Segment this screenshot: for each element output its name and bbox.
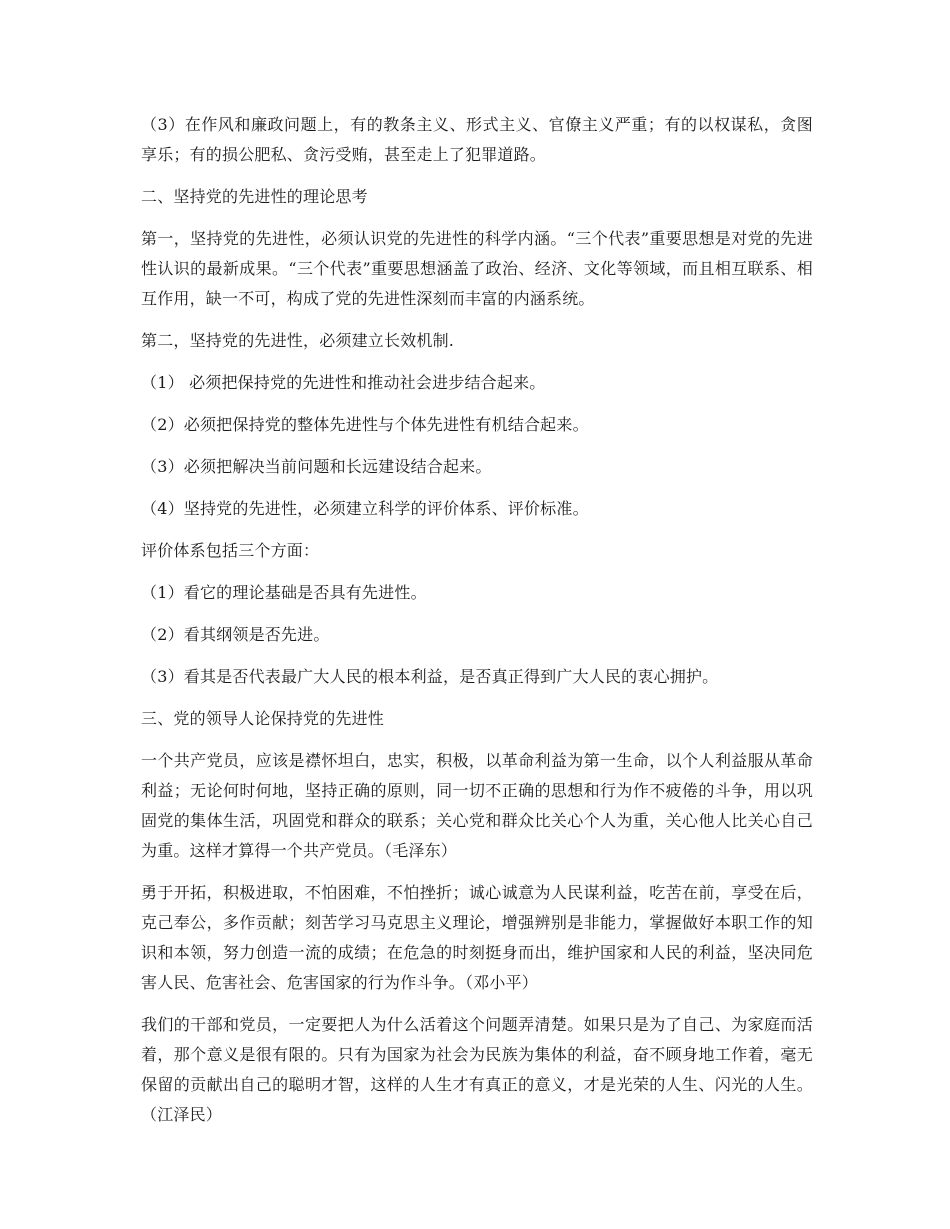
list-item: （4）坚持党的先进性，必须建立科学的评价体系、评价标准。	[141, 499, 589, 518]
quote-deng-xiaoping: 勇于开拓，积极进取，不怕困难，不怕挫折；诚心诚意为人民谋利益，吃苦在前，享受在后，克己奉公，多作贡献；刻苦学习马克思主义理论，增强辨别是非能力，掌握做好本职工作的知识和本领，努力创造一流的成绩；在危急的时刻挺身而出，维护国家和人民的利益，坚决同危害人民、危害社会、危害国家的行为作斗争。（邓小平）	[141, 883, 813, 992]
paragraph-first-point: 第一，坚持党的先进性，必须认识党的先进性的科学内涵。“三个代表”重要思想是对党的先进性认识的最新成果。“三个代表”重要思想涵盖了政治、经济、文化等领域，而且相互联系、相互作用，缺一不可，构成了党的先进性深刻而丰富的内涵系统。	[141, 229, 813, 308]
list-item: （1）看它的理论基础是否具有先进性。	[141, 583, 427, 602]
paragraph-evaluation-intro: 评价体系包括三个方面：	[141, 541, 320, 560]
quote-jiang-zemin: 我们的干部和党员，一定要把人为什么活着这个问题弄清楚。如果只是为了自己、为家庭而活着，那个意义是很有限的。只有为国家为社会为民族为集体的利益，奋不顾身地工作着，毫无保留的贡献出自己的聪明才智，这样的人生才有真正的意义，才是光荣的人生、闪光的人生。（江泽民）	[141, 1015, 813, 1124]
section-heading-3: 三、党的领导人论保持党的先进性	[141, 709, 385, 728]
list-item: （3）必须把解决当前问题和长远建设结合起来。	[141, 457, 492, 476]
list-item: （1） 必须把保持党的先进性和推动社会进步结合起来。	[141, 373, 546, 392]
section-heading-2: 二、坚持党的先进性的理论思考	[141, 187, 368, 206]
list-item: （2）必须把保持党的整体先进性与个体先进性有机结合起来。	[141, 415, 589, 434]
paragraph-second-point: 第二，坚持党的先进性，必须建立长效机制.	[141, 331, 455, 350]
list-item: （2）看其纲领是否先进。	[141, 625, 330, 644]
document-body	[141, 110, 813, 1142]
list-item: （3）看其是否代表最广大人民的根本利益，是否真正得到广大人民的衷心拥护。	[141, 667, 719, 686]
quote-mao-zedong: 一个共产党员，应该是襟怀坦白，忠实，积极，以革命利益为第一生命，以个人利益服从革命利益；无论何时何地，坚持正确的原则，同一切不正确的思想和行为作不疲倦的斗争，用以巩固党的集体生活，巩固党和群众的联系；关心党和群众比关心个人为重，关心他人比关心自己为重。这样才算得一个共产党员。（毛泽东）	[141, 751, 813, 860]
paragraph-integrity-problems: （3）在作风和廉政问题上，有的教条主义、形式主义、官僚主义严重；有的以权谋私，贪图享乐；有的损公肥私、贪污受贿，甚至走上了犯罪道路。	[141, 115, 813, 164]
